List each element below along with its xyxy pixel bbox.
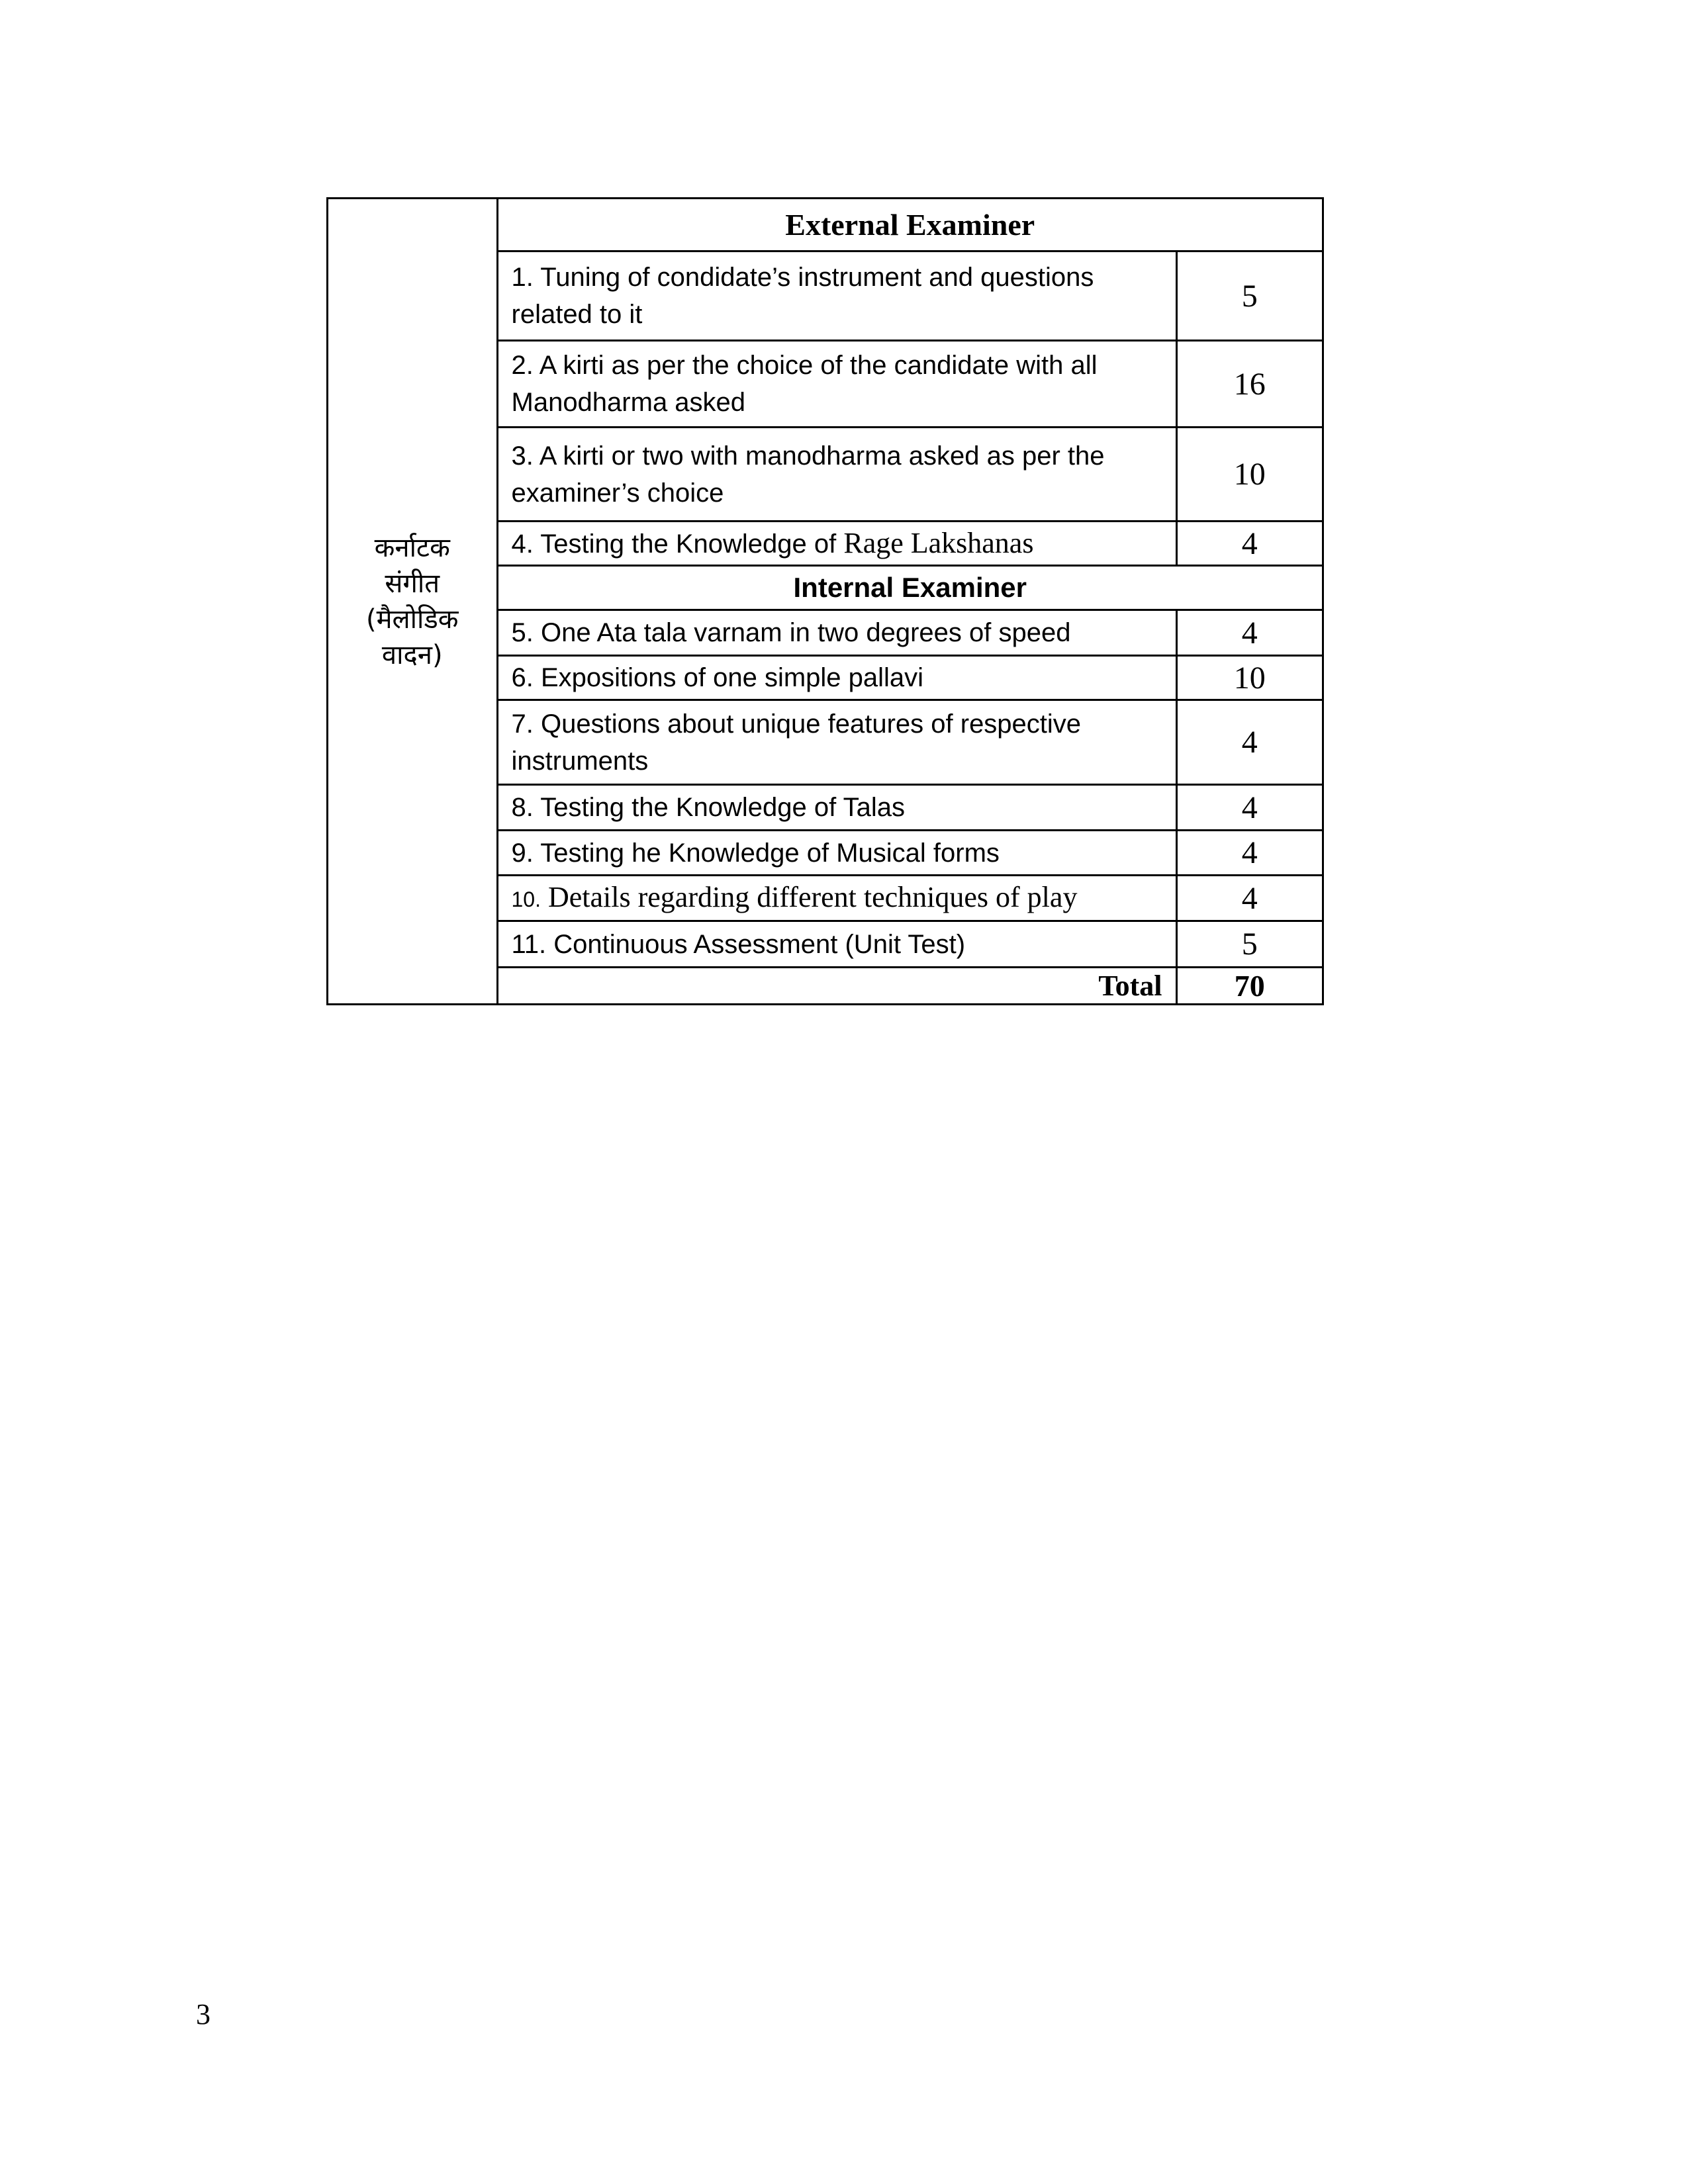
- page-number: 3: [196, 1998, 211, 2030]
- item-text: 6. Expositions of one simple pallavi: [497, 656, 1176, 700]
- subject-line: संगीत: [385, 568, 440, 599]
- item-text: 7. Questions about unique features of respective instruments: [497, 700, 1176, 785]
- total-value: 70: [1176, 968, 1323, 1005]
- item-text-prefix: 4. Testing the Knowledge of: [511, 529, 844, 559]
- item-marks: 4: [1176, 610, 1323, 656]
- item-text: [497, 522, 1176, 566]
- internal-examiner-header: Internal Examiner: [497, 566, 1323, 610]
- item-text-serif: Rage Lakshanas: [843, 526, 1034, 559]
- item-marks: 10: [1176, 656, 1323, 700]
- marks-table: [326, 197, 1324, 1005]
- item-marks: 4: [1176, 831, 1323, 876]
- subject-line: (मैलोडिक: [366, 604, 459, 635]
- subject-cell: [328, 199, 498, 1005]
- item-text: [497, 876, 1176, 921]
- item-marks: 4: [1176, 700, 1323, 785]
- external-examiner-header: External Examiner: [497, 199, 1323, 251]
- item-text: 3. A kirti or two with manodharma asked as per the examiner’s choice: [497, 428, 1176, 522]
- item-marks: 4: [1176, 785, 1323, 831]
- item-marks: 5: [1176, 251, 1323, 341]
- item-text: 9. Testing he Knowledge of Musical forms: [497, 831, 1176, 876]
- item-text: 8. Testing the Knowledge of Talas: [497, 785, 1176, 831]
- item-text: 2. A kirti as per the choice of the candidate with all Manodharma asked: [497, 341, 1176, 428]
- subject-line: वादन): [381, 639, 443, 670]
- item-marks: 5: [1176, 921, 1323, 968]
- item-marks: 10: [1176, 428, 1323, 522]
- item-marks: 16: [1176, 341, 1323, 428]
- item-text-serif: Details regarding different techniques of play: [540, 880, 1078, 913]
- item-text: 5. One Ata tala varnam in two degrees of speed: [497, 610, 1176, 656]
- subject-line: कर्नाटक: [374, 532, 450, 563]
- item-text: 1. Tuning of condidate’s instrument and questions related to it: [497, 251, 1176, 341]
- item-marks: 4: [1176, 876, 1323, 921]
- item-marks: 4: [1176, 522, 1323, 566]
- item-text: 11. Continuous Assessment (Unit Test): [497, 921, 1176, 968]
- item-text-prefix: 10.: [511, 887, 541, 911]
- total-label: Total: [497, 968, 1176, 1005]
